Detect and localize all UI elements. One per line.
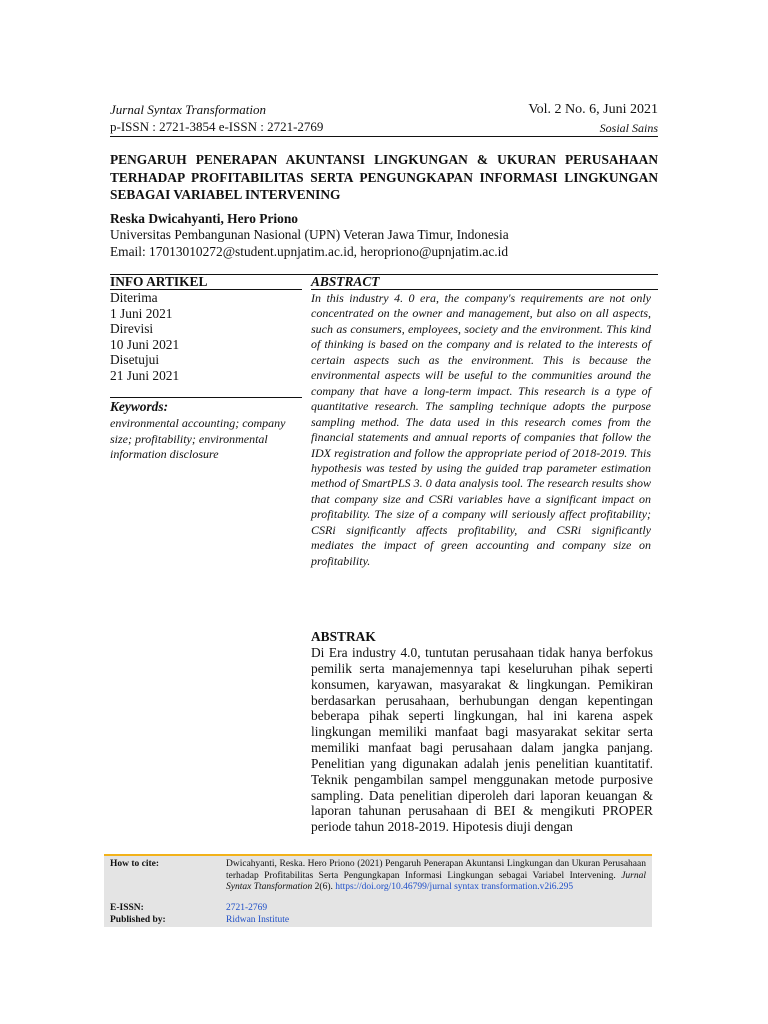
keywords-list: environmental accounting; company size; profitability; environmental information disclosure (110, 416, 286, 461)
info-heading: INFO ARTIKEL (110, 274, 208, 289)
volume-info: Vol. 2 No. 6, Juni 2021 (528, 102, 658, 117)
abstrak-heading: ABSTRAK (311, 629, 376, 644)
header-divider (110, 136, 658, 137)
citation-journal: Jurnal Syntax Ttansformation (226, 870, 647, 893)
abstract-text: In this industry 4. 0 era, the company's requirements are not only concentrated on the owner and management, but also on all aspects, such as consumers, employees, society and the environment. This kind of thinking is based on the company and is related to the interests of certain aspects such as the environment. This is because the environmental aspects will be useful to the communities around the company that have a long-term impact. This research is a type of quantitative research. The sampling technique adopts the purpose sampling method. The data used in this research comes from the financial statements and annual reports of companies that follow the IDX registration and follow the appropriate period of 2018-2019. This hypothesis was tested by using the guided trap parameter estimation method of SmartPLS 3. 0 data analysis tool. The research results show that company size and CSRi variables have a significant impact on profitability. The size of a company will seriously affect profitability; CSRi significantly affects profitability, and CSRi significantly mediates the impact of green accounting and company size on profitability. (311, 291, 651, 568)
section-label: Sosial Sains (599, 121, 658, 135)
revised-date: 10 Juni 2021 (110, 336, 180, 352)
issn-line: p-ISSN : 2721-3854 e-ISSN : 2721-2769 (110, 119, 324, 134)
authors: Reska Dwicahyanti, Hero Priono (110, 211, 298, 226)
how-to-cite-label: How to cite: (110, 859, 160, 869)
accepted-date: 21 Juni 2021 (110, 367, 180, 383)
abstract-heading-rule (311, 289, 658, 290)
eissn-label: E-ISSN: (110, 903, 144, 913)
keywords-rule (110, 397, 302, 398)
paper-title: PENGARUH PENERAPAN AKUNTANSI LINGKUNGAN & UKURAN PERUSAHAAN TERHADAP PROFITABILITAS SERTA PENGUNGKAPAN INFORMASI LINGKUNGAN SEBAGAI VARIABEL INTERVENING (110, 152, 658, 202)
publisher-label: Published by: (110, 915, 166, 925)
accepted-label: Disetujui (110, 352, 160, 368)
received-date: 1 Juni 2021 (110, 305, 173, 321)
citation-text (226, 859, 646, 894)
journal-name: Jurnal Syntax Transformation (110, 102, 267, 117)
citation-volume: 2(6). (314, 882, 333, 893)
revised-label: Direvisi (110, 321, 154, 337)
eissn-value[interactable]: 2721-2769 (226, 903, 268, 913)
citation-doi-link[interactable]: https://doi.org/10.46799/jurnal syntax transformation.v2i6.295 (335, 882, 574, 893)
received-label: Diterima (110, 290, 158, 305)
citation-box (104, 854, 652, 927)
citation-reference: Dwicahyanti, Reska. Hero Priono (2021) Pengaruh Penerapan Akuntansi Lingkungan dan Ukuran Perusahaan terhadap Profitabilitas Serta Pengungkapan Informasi Lingkungan sebagai Variabel Intervening. (226, 859, 646, 881)
author-email: Email: 17013010272@student.upnjatim.ac.id, heropriono@upnjatim.ac.id (110, 244, 509, 259)
affiliation: Universitas Pembangunan Nasional (UPN) Veteran Jawa Timur, Indonesia (110, 227, 509, 242)
publisher-value[interactable]: Ridwan Institute (226, 915, 290, 925)
abstract-heading: ABSTRACT (311, 274, 380, 289)
keywords-label: Keywords: (110, 399, 169, 414)
article-dates (110, 290, 179, 384)
abstrak-text: Di Era industry 4.0, tuntutan perusahaan tidak hanya berfokus pemilik serta manajemennya tapi keseluruhan pihak seperti konsumen, karyawan, masyarakat & lingkungan. Pemikiran berdasarkan perusahaan, berhubungan dengan kepentingan beberapa pihak seperti lingkungan, hal ini karena aspek lingkungan memiliki manfaat bagi masyarakat sekitar serta memiliki manfaat bagi perusahaan dalam jangka panjang. Penelitian yang digunakan adalah jenis penelitian kuantitatif. Teknik pengambilan sampel menggunakan metode purposive sampling. Data penelitian diperoleh dari laporan keuangan & laporan tahunan perusahaan di BEI & mengikuti PROPER periode tahun 2018-2019. Hipotesis diuji dengan (311, 645, 653, 835)
